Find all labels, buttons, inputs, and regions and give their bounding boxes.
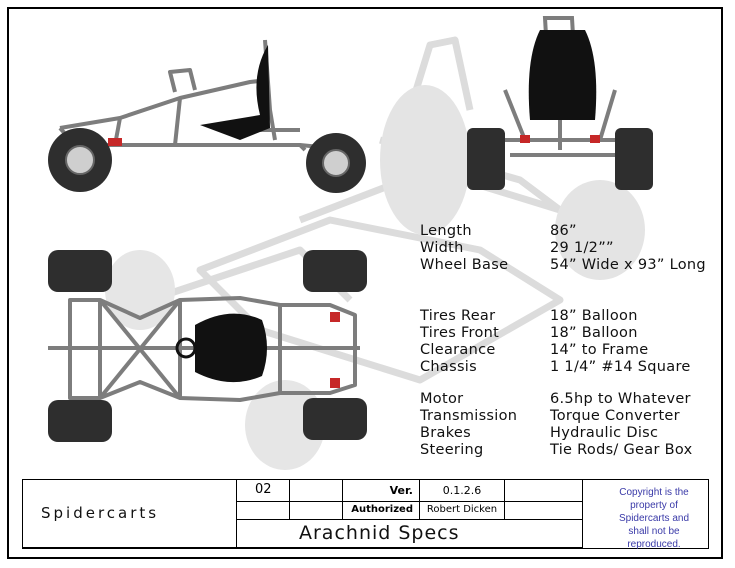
- spec-label: Brakes: [420, 425, 471, 441]
- spec-value: 29 1/2””: [550, 240, 614, 256]
- sheet-number: 02: [237, 480, 290, 502]
- spec-value: 54” Wide x 93” Long: [550, 257, 706, 273]
- spec-label: Chassis: [420, 359, 477, 375]
- brand-cell: [23, 480, 237, 548]
- top-front-left-tire: [303, 250, 367, 292]
- spec-label: Motor: [420, 391, 464, 407]
- top-rear-left-tire: [48, 250, 112, 292]
- spec-value: Tie Rods/ Gear Box: [550, 442, 693, 458]
- top-rear-right-tire: [48, 400, 112, 442]
- spec-label: Length: [420, 223, 472, 239]
- spec-label: Clearance: [420, 342, 496, 358]
- spec-value: Torque Converter: [550, 408, 680, 424]
- version-label: Ver.: [343, 480, 420, 502]
- brand-name: Spidercarts: [41, 504, 160, 522]
- front-view: [467, 18, 653, 190]
- copyright-notice: Copyright is the property of Spidercarts and shall not be reproduced.: [618, 487, 690, 550]
- title-block: [22, 479, 709, 549]
- front-seat: [529, 30, 597, 120]
- spec-value: 6.5hp to Whatever: [550, 391, 691, 407]
- spec-value: Hydraulic Disc: [550, 425, 659, 441]
- spec-label: Tires Rear: [420, 308, 496, 324]
- spec-label: Wheel Base: [420, 257, 509, 273]
- spec-value: 18” Balloon: [550, 308, 638, 324]
- spec-label: Width: [420, 240, 464, 256]
- spec-value: 18” Balloon: [550, 325, 638, 341]
- spec-value: 86”: [550, 223, 577, 239]
- side-view: [48, 40, 366, 193]
- authorized-label: Authorized: [343, 502, 420, 520]
- top-seat: [195, 314, 267, 383]
- sheet-title: Arachnid Specs: [299, 522, 460, 544]
- front-left-tire: [467, 128, 505, 190]
- spec-value: 1 1/4” #14 Square: [550, 359, 691, 375]
- front-right-tire: [615, 128, 653, 190]
- spec-value: 14” to Frame: [550, 342, 649, 358]
- spec-label: Tires Front: [420, 325, 500, 341]
- top-front-right-tire: [303, 398, 367, 440]
- version-value: 0.1.2.6: [420, 480, 505, 502]
- spec-label: Transmission: [420, 408, 518, 424]
- authorized-value: Robert Dicken: [420, 502, 505, 520]
- spec-label: Steering: [420, 442, 484, 458]
- title-cell: [237, 520, 583, 548]
